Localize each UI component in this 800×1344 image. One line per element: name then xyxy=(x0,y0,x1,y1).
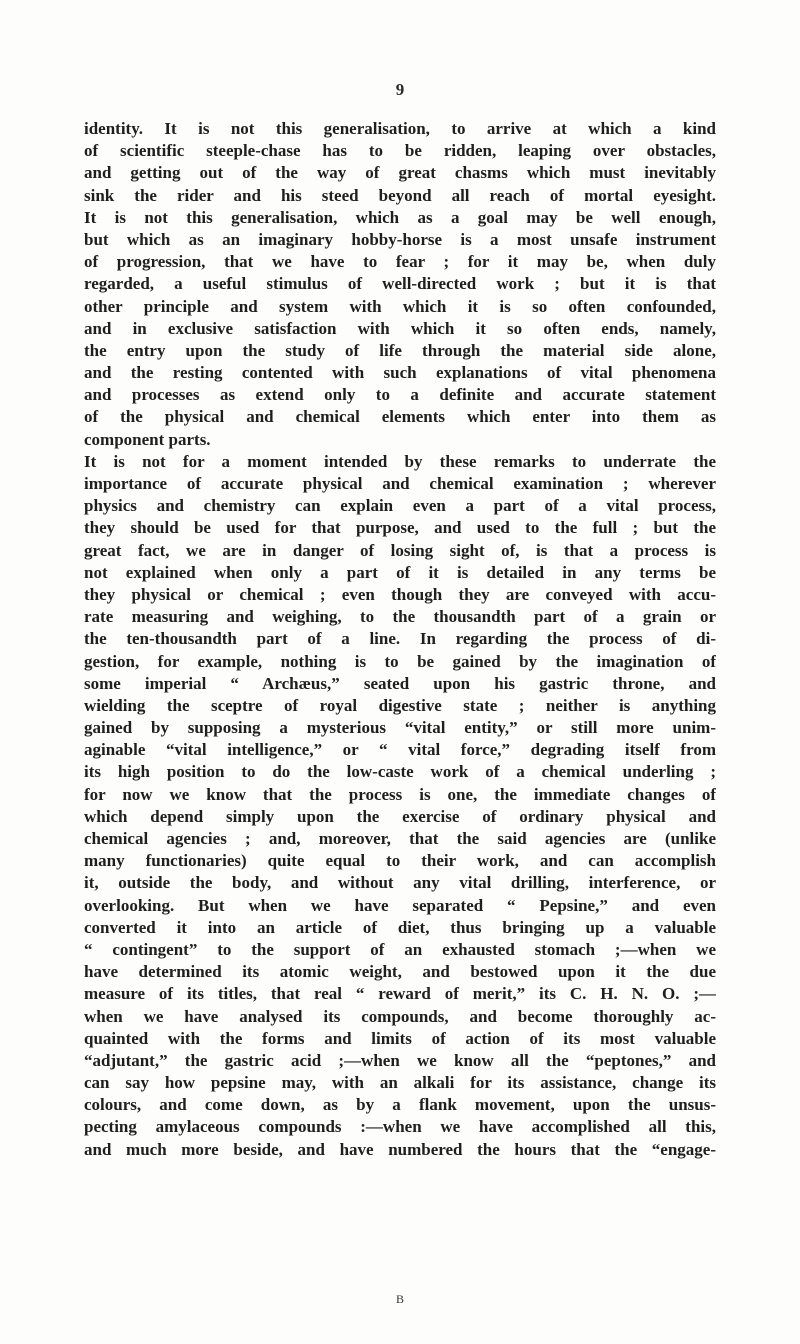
text-line: can say how pepsine may, with an alkali for its assistance, change its xyxy=(84,1073,716,1093)
text-line: the entry upon the study of life through the material side alone, xyxy=(84,340,716,360)
text-line: gained by supposing a mysterious “vital entity,” or still more unim- xyxy=(84,718,716,738)
page-number: 9 xyxy=(395,80,405,99)
text-line: its high position to do the low-caste work of a chemical underling ; xyxy=(84,762,716,782)
text-line: identity. It is not this generalisation, to arrive at which a kind xyxy=(84,119,716,138)
text-line: colours, and come down, as by a flank movement, upon the unsus- xyxy=(84,1095,716,1115)
text-line: great fact, we are in danger of losing sight of, is that a process is xyxy=(84,540,716,560)
text-line: and processes as extend only to a definite and accurate statement xyxy=(84,385,716,405)
text-line: importance of accurate physical and chemical examination ; wherever xyxy=(84,474,716,493)
text-line: converted it into an article of diet, thus bringing up a valuable xyxy=(84,917,716,937)
text-line: when we have analysed its compounds, and become thoroughly ac- xyxy=(84,1006,716,1026)
text-line: rate measuring and weighing, to the thousandth part of a grain or xyxy=(84,607,716,627)
text-line: they physical or chemical ; even though they are conveyed with accu- xyxy=(84,584,716,604)
text-line: of progression, that we have to fear ; for it may be, when duly xyxy=(84,252,716,272)
text-line: have determined its atomic weight, and bestowed upon it the due xyxy=(84,962,716,982)
text-line: It is not for a moment intended by these remarks to underrate the xyxy=(84,451,716,471)
text-line: physics and chemistry can explain even a part of a vital process, xyxy=(84,496,716,516)
text-line: gestion, for example, nothing is to be gained by the imagination of xyxy=(84,651,716,671)
text-line: aginable “vital intelligence,” or “ vital force,” degrading itself from xyxy=(84,740,716,760)
text-line: It is not this generalisation, which as a goal may be well enough, xyxy=(84,207,716,227)
text-line: regarded, a useful stimulus of well-directed work ; but it is that xyxy=(84,274,716,294)
text-line: wielding the sceptre of royal digestive state ; neither is anything xyxy=(84,695,716,715)
text-line: but which as an imaginary hobby-horse is a most unsafe instrument xyxy=(84,229,716,249)
text-line: of the physical and chemical elements which enter into them as xyxy=(84,407,716,427)
text-line: “ contingent” to the support of an exhausted stomach ;—when we xyxy=(84,939,716,959)
text-line: quainted with the forms and limits of action of its most valuable xyxy=(84,1028,716,1048)
text-line: for now we know that the process is one, the immediate changes of xyxy=(84,784,716,804)
text-line: they should be used for that purpose, and used to the full ; but the xyxy=(84,518,716,538)
text-line: chemical agencies ; and, moreover, that the said agencies are (unlike xyxy=(84,829,716,848)
text-line: not explained when only a part of it is detailed in any terms be xyxy=(84,562,716,582)
text-line: it, outside the body, and without any vital drilling, interference, or xyxy=(84,873,716,893)
text-line: and getting out of the way of great chasms which must inevitably xyxy=(84,163,716,183)
text-line: of scientific steeple-chase has to be ridden, leaping over obstacles, xyxy=(84,141,716,161)
signature-mark: B xyxy=(395,1292,404,1306)
text-line: and the resting contented with such explanations of vital phenomena xyxy=(84,363,716,383)
text-line: which depend simply upon the exercise of ordinary physical and xyxy=(84,806,716,826)
text-line: other principle and system with which it is so often confounded, xyxy=(84,296,716,316)
body-text xyxy=(84,118,716,1161)
text-line: pecting amylaceous compounds :—when we have accomplished all this, xyxy=(84,1117,716,1137)
text-line: overlooking. But when we have separated “ Pepsine,” and even xyxy=(84,895,716,915)
text-line: “adjutant,” the gastric acid ;—when we know all the “peptones,” and xyxy=(84,1050,716,1070)
text-line: many functionaries) quite equal to their work, and can accomplish xyxy=(84,851,716,871)
text-line: component parts. xyxy=(84,429,211,449)
text-line: and in exclusive satisfaction with which it so often ends, namely, xyxy=(84,318,716,338)
text-line: sink the rider and his steed beyond all reach of mortal eyesight. xyxy=(84,185,716,205)
text-line: measure of its titles, that real “ reward of merit,” its C. H. N. O. ;— xyxy=(84,984,716,1004)
text-line: some imperial “ Archæus,” seated upon his gastric throne, and xyxy=(84,673,716,693)
text-line: and much more beside, and have numbered the hours that the “engage- xyxy=(84,1139,716,1159)
text-line: the ten-thousandth part of a line. In regarding the process of di- xyxy=(84,629,716,649)
